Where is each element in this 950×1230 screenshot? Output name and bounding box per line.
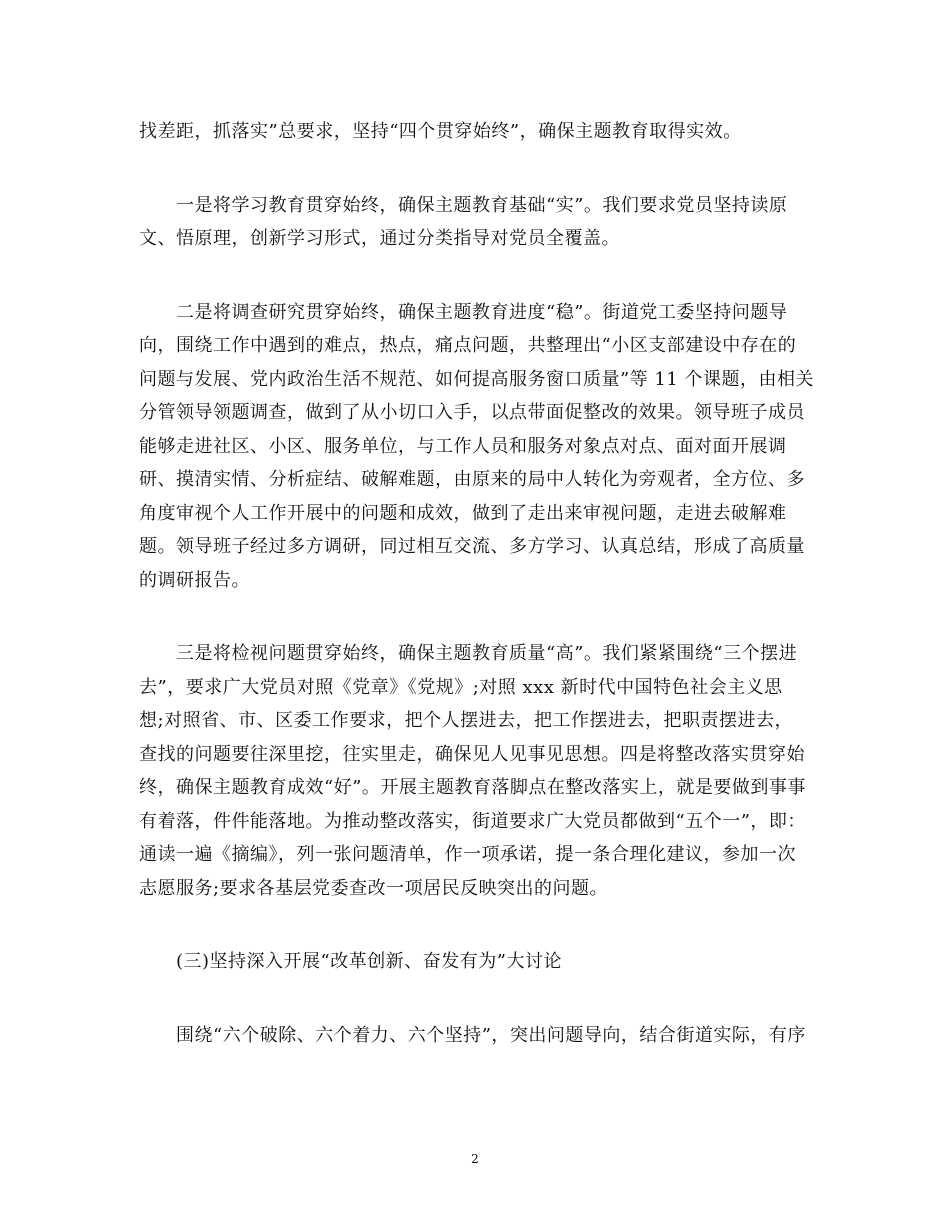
text-line: 想;对照省、市、区委工作要求，把个人摆进去，把工作摆进去，把职责摆进去， bbox=[139, 710, 794, 731]
text-line: 文、悟原理，创新学习形式，通过分类指导对党员全覆盖。 bbox=[139, 228, 620, 249]
text-line: 能够走进社区、小区、服务单位，与工作人员和服务对象点对点、面对面开展调 bbox=[139, 435, 787, 457]
page-number: 2 bbox=[471, 1152, 479, 1166]
text-line: 问题与发展、党内政治生活不规范、如何提高服务窗口质量”等 11 个课题，由相关 bbox=[139, 368, 815, 390]
paragraph-study-education bbox=[139, 189, 815, 256]
text-line: 向，围绕工作中遇到的难点，热点，痛点问题，共整理出“小区支部建设中存在的 bbox=[139, 335, 797, 356]
text-line: 题。领导班子经过多方调研，同过相互交流、多方学习、认真总结，形成了高质量 bbox=[139, 536, 805, 557]
text-line: 的调研报告。 bbox=[139, 569, 250, 591]
text-line: 志愿服务;要求各基层党委查改一项居民反映突出的问题。 bbox=[139, 877, 609, 899]
text-line: 角度审视个人工作开展中的问题和成效，做到了走出来审视问题，走进去破解难 bbox=[139, 502, 787, 524]
section-heading bbox=[139, 945, 815, 979]
text-line: 找差距，抓落实”总要求，坚持“四个贯穿始终”，确保主题教育取得实效。 bbox=[139, 121, 742, 142]
text-line: 分管领导领题调查，做到了从小切口入手，以点带面促整改的效果。领导班子成员 bbox=[139, 402, 805, 423]
text-line: 二是将调查研究贯穿始终，确保主题教育进度“稳”。街道党工委坚持问题导 bbox=[139, 301, 788, 323]
paragraph-discussion bbox=[139, 1019, 815, 1053]
text-line: 终，确保主题教育成效“好”。开展主题教育落脚点在整改落实上，就是要做到事事 bbox=[139, 777, 806, 798]
paragraph-intro-continued bbox=[139, 115, 815, 149]
text-line: 研、摸清实情、分析症结、破解难题，由原来的局中人转化为旁观者，全方位、多 bbox=[139, 469, 805, 490]
text-line: 三是将检视问题贯穿始终，确保主题教育质量“高”。我们紧紧围绕“三个摆进 bbox=[139, 643, 798, 664]
text-line: (三)坚持深入开展“改革创新、奋发有为”大讨论 bbox=[139, 951, 562, 972]
text-line: 通读一遍《摘编》，列一张问题清单，作一项承诺，提一条合理化建议，参加一次 bbox=[139, 844, 796, 865]
document-body bbox=[139, 115, 815, 1092]
text-line: 查找的问题要往深里挖，往实里走，确保见人见事见思想。四是将整改落实贯穿始 bbox=[139, 743, 805, 765]
text-line: 围绕“六个破除、六个着力、六个坚持”，突出问题导向，结合街道实际，有序 bbox=[139, 1024, 806, 1046]
paragraph-problem-review bbox=[139, 637, 815, 905]
text-line: 去”，要求广大党员对照《党章》《党规》;对照 xxx 新时代中国特色社会主义思 bbox=[139, 676, 783, 698]
text-line: 有着落，件件能落地。为推动整改落实，街道要求广大党员都做到“五个一”，即： bbox=[139, 810, 806, 832]
text-line: 一是将学习教育贯穿始终，确保主题教育基础“实”。我们要求党员坚持读原 bbox=[139, 194, 788, 216]
paragraph-investigation-research bbox=[139, 296, 815, 598]
